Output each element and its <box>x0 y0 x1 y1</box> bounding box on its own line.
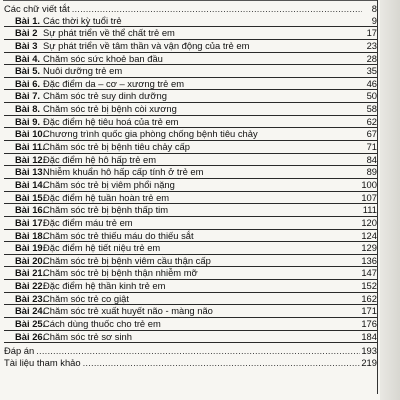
lesson-number: Bài 14. <box>15 178 46 190</box>
lesson-title: Đặc điểm hệ tuần hoàn trẻ em <box>43 191 170 203</box>
lesson-title: Đặc điểm hệ hô hấp trẻ em <box>43 153 157 165</box>
lesson-number: Bài 6. <box>15 77 41 89</box>
lesson-number: Bài 2 <box>15 27 38 39</box>
lesson-page: 162 <box>361 292 377 304</box>
lesson-page: 50 <box>366 90 377 102</box>
lesson-page: 23 <box>366 39 377 51</box>
toc-entry-page: 193 <box>361 345 377 357</box>
lesson-number: Bài 20. <box>15 254 46 266</box>
toc-entry-lesson <box>4 280 377 293</box>
toc-entry-lesson <box>4 242 377 255</box>
lesson-title: Chăm sóc trẻ bị viêm phổi nặng <box>43 178 175 190</box>
toc-entry-answers <box>4 345 377 357</box>
dot-leader <box>83 357 361 369</box>
lesson-title: Sự phát triển về tâm thần và vận động của trẻ em <box>43 39 250 51</box>
lesson-title: Cách dùng thuốc cho trẻ em <box>43 318 161 330</box>
toc-entry-lesson <box>4 217 377 230</box>
lesson-number: Bài 10. <box>15 128 46 140</box>
lesson-title: Chăm sóc trẻ suy dinh dưỡng <box>43 90 167 102</box>
lesson-title: Chăm sóc trẻ bị bệnh thận nhiễm mỡ <box>43 267 198 279</box>
lesson-title: Chăm sóc trẻ thiếu máu do thiếu sắt <box>43 229 194 241</box>
lesson-page: 107 <box>361 191 377 203</box>
lesson-title: Chăm sóc trẻ xuất huyết não - màng não <box>43 305 213 317</box>
lesson-number: Bài 7. <box>15 90 41 102</box>
top-rule <box>3 0 378 2</box>
lesson-title: Chăm sóc trẻ bị bệnh viêm cầu thận cấp <box>43 254 211 266</box>
lesson-number: Bài 25. <box>15 318 46 330</box>
lesson-title: Đặc điểm hệ tiêu hoá của trẻ em <box>43 115 179 127</box>
lesson-number: Bài 15. <box>15 191 46 203</box>
toc-entry-lesson <box>4 78 377 91</box>
lesson-page: 67 <box>366 128 377 140</box>
lesson-number: Bài 13. <box>15 166 46 178</box>
lesson-number: Bài 4. <box>15 52 41 64</box>
toc-entry-lesson <box>4 90 377 103</box>
lesson-title: Chăm sóc trẻ bị bệnh thấp tim <box>43 204 169 216</box>
lesson-page: 35 <box>366 65 377 77</box>
toc-entry-lesson <box>4 40 377 53</box>
lesson-page: 136 <box>361 254 377 266</box>
lesson-number: Bài 17. <box>15 216 46 228</box>
lesson-page: 147 <box>361 267 377 279</box>
lesson-page: 62 <box>366 115 377 127</box>
toc-entry-lesson <box>4 230 377 243</box>
lesson-page: 46 <box>366 77 377 89</box>
toc-entry-title: Các chữ viết tắt <box>4 3 70 14</box>
toc-entry-lesson <box>4 141 377 154</box>
lesson-page: 152 <box>361 280 377 292</box>
page-edge-shadow <box>380 0 400 400</box>
lesson-title: Chăm sóc trẻ bị bệnh tiêu chảy cấp <box>43 141 190 153</box>
lesson-title: Đặc điểm hệ tiết niệu trẻ em <box>43 242 161 254</box>
lesson-list <box>4 15 377 344</box>
lesson-number: Bài 12. <box>15 153 46 165</box>
lesson-title: Đặc điểm hệ thần kinh trẻ em <box>43 280 166 292</box>
dot-leader <box>36 345 360 357</box>
toc-entry-lesson <box>4 53 377 66</box>
lesson-title: Đặc điểm da – cơ – xương trẻ em <box>43 77 185 89</box>
lesson-page: 71 <box>366 141 377 153</box>
toc-entry-lesson <box>4 27 377 40</box>
toc-entry-lesson <box>4 318 377 331</box>
toc-entry-lesson <box>4 65 377 78</box>
toc-entry-lesson <box>4 103 377 116</box>
toc-entry-references <box>4 357 377 369</box>
dot-leader <box>72 3 362 15</box>
toc-entry-page: 8 <box>371 3 377 14</box>
lesson-number: Bài 5. <box>15 65 41 77</box>
lesson-page: 9 <box>371 14 377 26</box>
lesson-page: 184 <box>361 330 377 342</box>
toc-entry-lesson <box>4 15 377 28</box>
toc-entry-lesson <box>4 331 377 344</box>
lesson-number: Bài 23. <box>15 292 46 304</box>
lesson-page: 111 <box>362 204 377 216</box>
lesson-title: Chương trình quốc gia phòng chống bệnh tiêu chảy <box>43 128 258 140</box>
toc-entry-lesson <box>4 255 377 268</box>
lesson-page: 84 <box>366 153 377 165</box>
lesson-page: 124 <box>361 229 377 241</box>
lesson-page: 58 <box>366 103 377 115</box>
lesson-page: 120 <box>361 216 377 228</box>
toc-entry-lesson <box>4 166 377 179</box>
lesson-title: Chăm sóc trẻ bị bệnh còi xương <box>43 103 177 115</box>
lesson-number: Bài 22. <box>15 280 46 292</box>
lesson-title: Chăm sóc trẻ co giật <box>43 292 129 304</box>
toc-entry-lesson <box>4 267 377 280</box>
toc-entry-title: Tài liệu tham khảo <box>4 356 81 368</box>
toc-entry-lesson <box>4 293 377 306</box>
lesson-title: Chăm sóc sức khoẻ ban đầu <box>43 52 163 64</box>
lesson-title: Các thời kỳ tuổi trẻ <box>43 14 122 26</box>
toc-entry-lesson <box>4 305 377 318</box>
toc-entry-lesson <box>4 154 377 167</box>
toc-entry-lesson <box>4 128 377 141</box>
lesson-number: Bài 19. <box>15 242 46 254</box>
lesson-page: 28 <box>366 52 377 64</box>
lesson-number: Bài 11. <box>15 141 45 153</box>
lesson-number: Bài 8. <box>15 103 41 115</box>
lesson-page: 129 <box>361 242 377 254</box>
toc-entry-lesson <box>4 179 377 192</box>
lesson-title: Sự phát triển về thể chất trẻ em <box>43 27 175 39</box>
lesson-number: Bài 16. <box>15 204 46 216</box>
lesson-number: Bài 21. <box>15 267 46 279</box>
lesson-page: 176 <box>361 318 377 330</box>
toc-entry-lesson <box>4 192 377 205</box>
lesson-page: 100 <box>361 178 377 190</box>
toc-entry-title: Đáp án <box>4 345 35 357</box>
lesson-number: Bài 26. <box>15 330 46 342</box>
lesson-page: 171 <box>361 305 377 317</box>
lesson-number: Bài 18. <box>15 229 46 241</box>
lesson-title: Chăm sóc trẻ sơ sinh <box>43 330 132 342</box>
lesson-title: Đặc điểm máu trẻ em <box>43 216 133 228</box>
toc-entry-lesson <box>4 116 377 129</box>
lesson-number: Bài 24. <box>15 305 46 317</box>
right-rule <box>377 0 378 394</box>
lesson-title: Nhiễm khuẩn hô hấp cấp tính ở trẻ em <box>43 166 204 178</box>
toc-entry-lesson <box>4 204 377 217</box>
lesson-number: Bài 3 <box>15 39 38 51</box>
toc-entry-page: 219 <box>361 356 377 368</box>
lesson-page: 17 <box>366 27 377 39</box>
lesson-title: Nuôi dưỡng trẻ em <box>43 65 123 77</box>
lesson-number: Bài 9. <box>15 115 41 127</box>
lesson-page: 89 <box>366 166 377 178</box>
lesson-number: Bài 1. <box>15 14 41 26</box>
table-of-contents <box>4 3 377 369</box>
toc-entry-abbreviations <box>4 3 377 15</box>
